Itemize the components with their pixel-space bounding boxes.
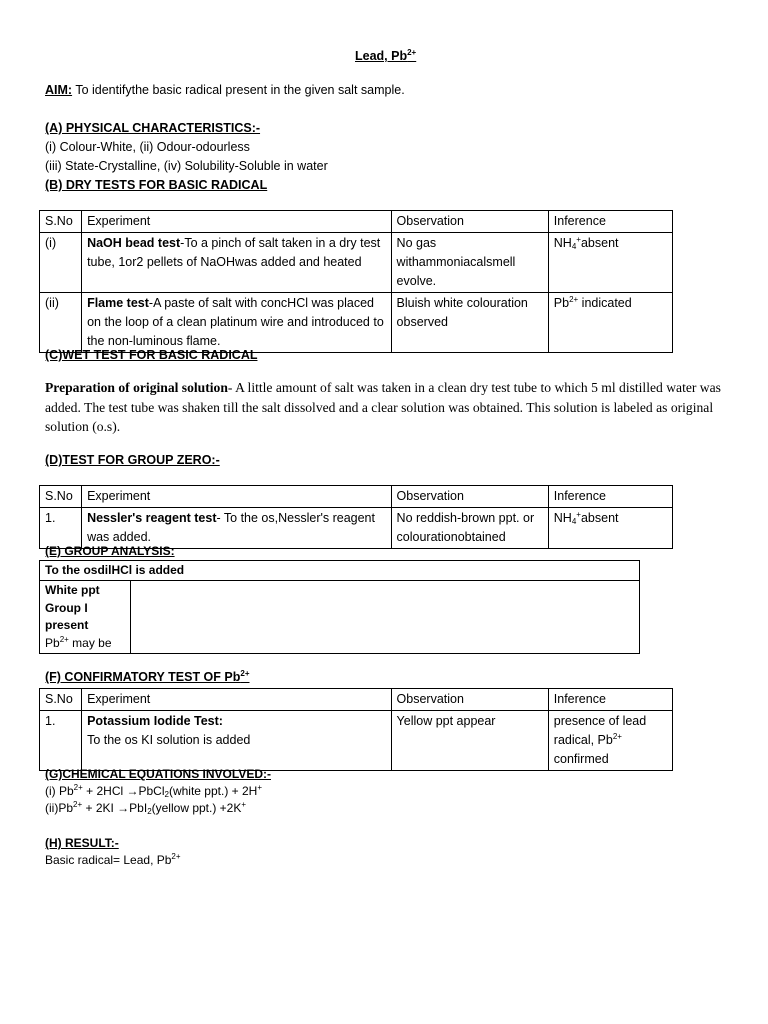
header-inference: Inference [548, 211, 672, 233]
cell-sno: (ii) [40, 293, 82, 353]
cell-inference: $NH_4^+absent$ [548, 233, 672, 293]
table-row [40, 293, 673, 353]
group-zero-heading: (D)TEST FOR GROUP ZERO:- [45, 453, 220, 467]
cell-inference: $NH_4^+absent$ [548, 508, 672, 549]
cell-observation: Yellow ppt appear [391, 711, 548, 771]
physical-heading: (A) PHYSICAL CHARACTERISTICS:- [45, 121, 261, 135]
header-inference: Inference [548, 486, 672, 508]
header-observation: Observation [391, 689, 548, 711]
group-analysis-left-cell: White ppt Group I present $Pb^{2+}$ may be [40, 581, 131, 654]
group-zero-table [39, 485, 673, 549]
header-observation: Observation [391, 211, 548, 233]
group-analysis-heading: (E) GROUP ANALYSIS: [45, 544, 175, 558]
page-title: Lead, $Pb^{2+}$ [355, 48, 417, 63]
physical-line-1: (i) Colour-White, (ii) Odour-odourless [45, 140, 250, 154]
cell-observation: No gas withammoniacalsmell evolve. [391, 233, 548, 293]
cell-sno: 1. [40, 711, 82, 771]
header-experiment: Experiment [82, 689, 391, 711]
header-sno: S.No [40, 689, 82, 711]
aim-line [45, 81, 405, 100]
aim-label: AIM: [45, 83, 73, 97]
dry-tests-heading: (B) DRY TESTS FOR BASIC RADICAL [45, 178, 268, 192]
dry-tests-table [39, 210, 673, 353]
header-sno: S.No [40, 486, 82, 508]
cell-observation: Bluish white colouration observed [391, 293, 548, 353]
table-row [40, 233, 673, 293]
wet-test-heading: (C)WET TEST FOR BASIC RADICAL [45, 348, 258, 362]
cell-experiment: NaOH bead test-To a pinch of salt taken in a dry test tube, 1or2 pellets of NaOHwas added and heated [82, 233, 391, 293]
table-row [40, 711, 673, 771]
equations-heading: (G)CHEMICAL EQUATIONS INVOLVED:- [45, 767, 271, 781]
group-analysis-empty-cell [130, 581, 639, 654]
cell-experiment: Potassium Iodide Test: To the os KI solution is added [82, 711, 391, 771]
physical-line-2: (iii) State-Crystalline, (iv) Solubility-Soluble in water [45, 159, 328, 173]
group-analysis-table [39, 560, 640, 654]
confirmatory-heading: (F) CONFIRMATORY TEST OF $Pb^{2+}$ [45, 669, 250, 684]
group-analysis-top-row [40, 561, 640, 581]
cell-sno: (i) [40, 233, 82, 293]
cell-inference: presence of lead radical, $Pb^{2+}$ confirmed [548, 711, 672, 771]
header-sno: S.No [40, 211, 82, 233]
cell-experiment: Nessler's reagent test- To the os,Nessler's reagent was added. [82, 508, 391, 549]
header-experiment: Experiment [82, 486, 391, 508]
equation-2: $(ii)Pb^{2+} + 2KI$ →PbI$_2$(yellow ppt.) +2K+ [45, 800, 247, 816]
cell-sno: 1. [40, 508, 82, 549]
confirmatory-table [39, 688, 673, 771]
cell-observation: No reddish-brown ppt. or colourationobtained [391, 508, 548, 549]
table-header-row [40, 486, 673, 508]
header-inference: Inference [548, 689, 672, 711]
cell-inference: $Pb^{2+}$ indicated [548, 293, 672, 353]
aim-text: To identifythe basic radical present in the given salt sample. [72, 83, 405, 97]
header-observation: Observation [391, 486, 548, 508]
preparation-text: - A little amount of salt was taken in a clean dry test tube to which 5 ml distilled water was added. The test tube was shaken till the salt dissolved and a clear solution was obtained. This solution is labeled as original solution (o.s). [45, 380, 721, 434]
group-analysis-top-cell: To the osdilHCl is added [40, 561, 640, 581]
table-header-row [40, 211, 673, 233]
header-experiment: Experiment [82, 211, 391, 233]
cell-experiment: Flame test-A paste of salt with concHCl was placed on the loop of a clean platinum wire and introduced to the non-luminous flame. [82, 293, 391, 353]
equation-1: (i) $Pb^{2+} + 2HCl$ →PbCl$_2$(white ppt.) + 2H+ [45, 783, 262, 799]
result-text: Basic radical= Lead, $Pb^{2+}$ [45, 852, 181, 867]
table-header-row [40, 689, 673, 711]
result-heading: (H) RESULT:- [45, 836, 119, 850]
group-analysis-body-row [40, 581, 640, 654]
preparation-paragraph [45, 378, 725, 437]
preparation-label: Preparation of original solution [45, 380, 228, 395]
